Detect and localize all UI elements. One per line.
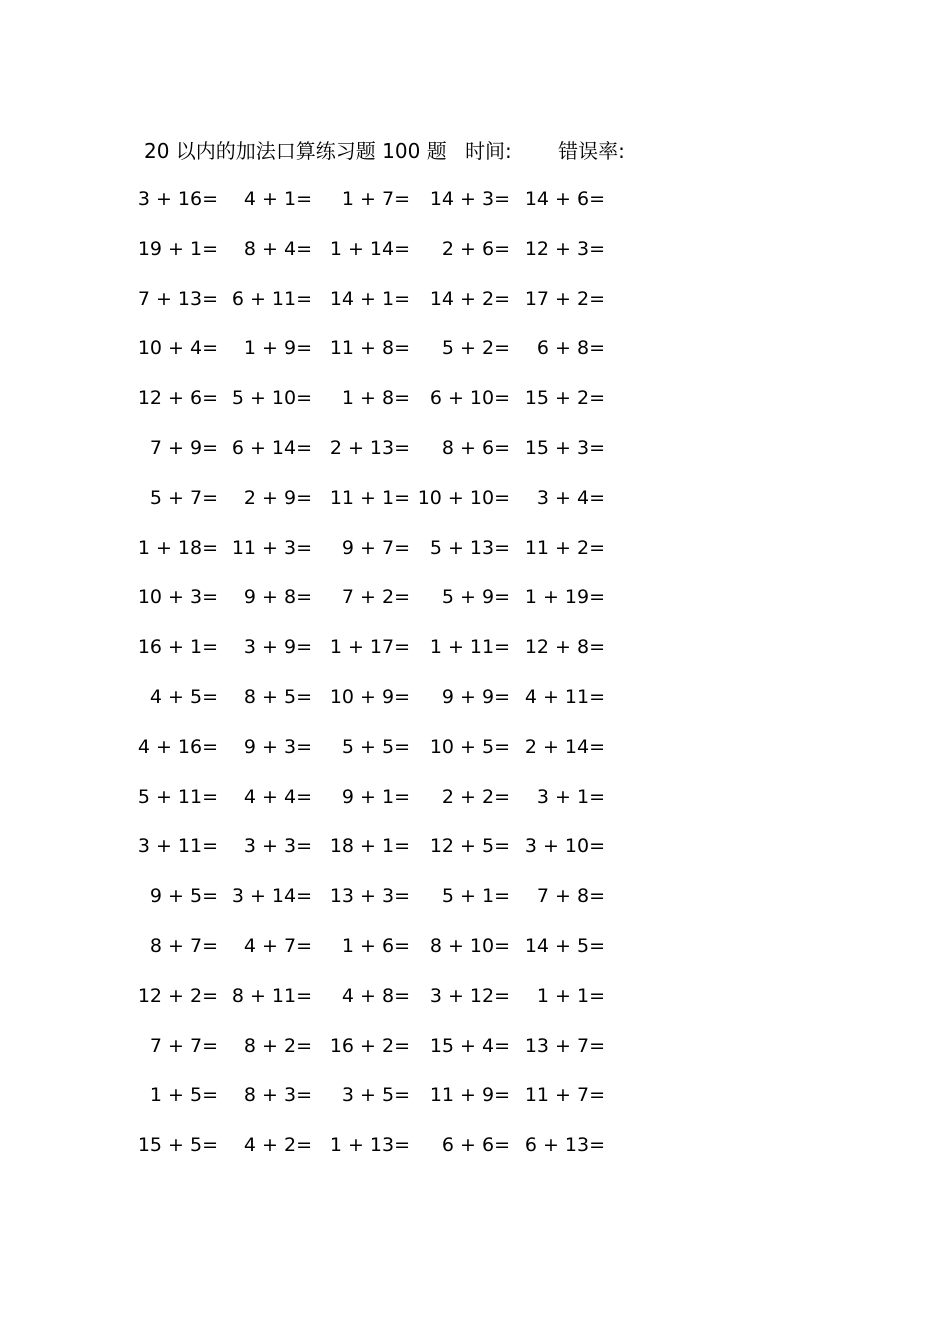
problem-7-2: 2 + 9= [243,486,312,509]
problem-3-2: 6 + 11= [231,287,312,310]
problem-17-3: 4 + 8= [341,984,410,1007]
problem-13-5: 3 + 1= [536,785,605,808]
problem-20-3: 1 + 13= [329,1134,410,1157]
problem-3-1: 7 + 13= [137,287,218,310]
problem-6-1: 7 + 9= [149,437,218,459]
problem-2-1: 19 + 1= [137,237,218,260]
problem-4-3: 11 + 8= [329,337,410,360]
problem-5-1: 12 + 6= [137,387,218,410]
problem-15-5: 7 + 8= [536,885,605,908]
problem-13-2: 4 + 4= [243,785,312,808]
problem-11-5: 4 + 11= [524,686,605,708]
problem-12-2: 9 + 3= [243,735,312,758]
problem-12-1: 4 + 16= [137,735,218,758]
problem-2-4: 2 + 6= [441,237,510,260]
problem-9-3: 7 + 2= [341,586,410,609]
problem-7-4: 10 + 10= [417,486,510,509]
problem-5-5: 15 + 2= [524,387,605,410]
problem-8-2: 11 + 3= [231,536,312,559]
problem-17-2: 8 + 11= [231,984,312,1007]
problem-9-1: 10 + 3= [137,586,218,609]
problem-3-3: 14 + 1= [329,287,410,310]
problem-7-5: 3 + 4= [536,486,605,509]
problem-6-2: 6 + 14= [231,437,312,459]
problem-14-4: 12 + 5= [429,835,510,858]
problem-18-1: 7 + 7= [149,1034,218,1057]
problem-9-4: 5 + 9= [441,586,510,609]
problem-10-3: 1 + 17= [329,636,410,659]
problem-4-1: 10 + 4= [137,337,218,360]
problem-8-1: 1 + 18= [137,536,218,559]
problem-19-2: 8 + 3= [243,1084,312,1107]
problem-10-4: 1 + 11= [429,636,510,659]
problem-11-1: 4 + 5= [149,686,218,708]
problem-15-1: 9 + 5= [149,885,218,908]
problem-2-2: 8 + 4= [243,237,312,260]
problem-14-3: 18 + 1= [329,835,410,858]
problem-17-4: 3 + 12= [429,984,510,1007]
problem-10-2: 3 + 9= [243,636,312,659]
problem-12-4: 10 + 5= [429,735,510,758]
problem-8-5: 11 + 2= [524,536,605,559]
problem-15-4: 5 + 1= [441,885,510,908]
problem-18-2: 8 + 2= [243,1034,312,1057]
problem-6-5: 15 + 3= [524,437,605,459]
problem-15-3: 13 + 3= [329,885,410,908]
problem-3-5: 17 + 2= [524,287,605,310]
problem-20-4: 6 + 6= [441,1134,510,1157]
problem-17-1: 12 + 2= [137,984,218,1007]
problem-10-1: 16 + 1= [137,636,218,659]
problem-13-4: 2 + 2= [441,785,510,808]
problem-16-4: 8 + 10= [429,935,510,957]
problem-11-2: 8 + 5= [243,686,312,708]
problem-5-4: 6 + 10= [429,387,510,410]
problem-2-3: 1 + 14= [329,237,410,260]
problem-20-2: 4 + 2= [243,1134,312,1157]
problem-14-2: 3 + 3= [243,835,312,858]
problem-19-1: 1 + 5= [149,1084,218,1107]
problem-16-3: 1 + 6= [341,935,410,957]
problem-1-3: 1 + 7= [341,188,410,210]
problem-8-3: 9 + 7= [341,536,410,559]
problem-10-5: 12 + 8= [524,636,605,659]
problem-1-1: 3 + 16= [137,188,218,210]
time-label: 时间: [465,139,512,163]
problem-19-5: 11 + 7= [524,1084,605,1107]
problem-15-2: 3 + 14= [231,885,312,908]
problem-4-5: 6 + 8= [536,337,605,360]
problem-6-4: 8 + 6= [441,437,510,459]
problem-7-3: 11 + 1= [329,486,410,509]
problem-19-3: 3 + 5= [341,1084,410,1107]
problem-18-3: 16 + 2= [329,1034,410,1057]
problem-6-3: 2 + 13= [329,437,410,459]
problem-1-2: 4 + 1= [243,188,312,210]
problem-16-1: 8 + 7= [149,935,218,957]
problem-9-2: 9 + 8= [243,586,312,609]
problem-14-5: 3 + 10= [524,835,605,858]
worksheet-title: 20 以内的加法口算练习题 100 题 [144,139,447,163]
problem-1-5: 14 + 6= [524,188,605,210]
problem-4-2: 1 + 9= [243,337,312,360]
problem-13-1: 5 + 11= [137,785,218,808]
problem-12-5: 2 + 14= [524,735,605,758]
problem-9-5: 1 + 19= [524,586,605,609]
problem-18-4: 15 + 4= [429,1034,510,1057]
problem-5-2: 5 + 10= [231,387,312,410]
problem-17-5: 1 + 1= [536,984,605,1007]
problem-19-4: 11 + 9= [429,1084,510,1107]
error-rate-label: 错误率: [558,139,625,163]
problem-4-4: 5 + 2= [441,337,510,360]
problem-13-3: 9 + 1= [341,785,410,808]
problem-3-4: 14 + 2= [429,287,510,310]
problem-8-4: 5 + 13= [429,536,510,559]
problem-5-3: 1 + 8= [341,387,410,410]
problem-2-5: 12 + 3= [524,237,605,260]
problem-7-1: 5 + 7= [149,486,218,509]
problem-20-1: 15 + 5= [137,1134,218,1157]
problem-16-2: 4 + 7= [243,935,312,957]
problem-11-4: 9 + 9= [441,686,510,708]
problem-20-5: 6 + 13= [524,1134,605,1157]
problem-11-3: 10 + 9= [329,686,410,708]
problem-18-5: 13 + 7= [524,1034,605,1057]
problem-12-3: 5 + 5= [341,735,410,758]
problem-1-4: 14 + 3= [429,188,510,210]
problem-14-1: 3 + 11= [137,835,218,858]
problem-16-5: 14 + 5= [524,935,605,957]
